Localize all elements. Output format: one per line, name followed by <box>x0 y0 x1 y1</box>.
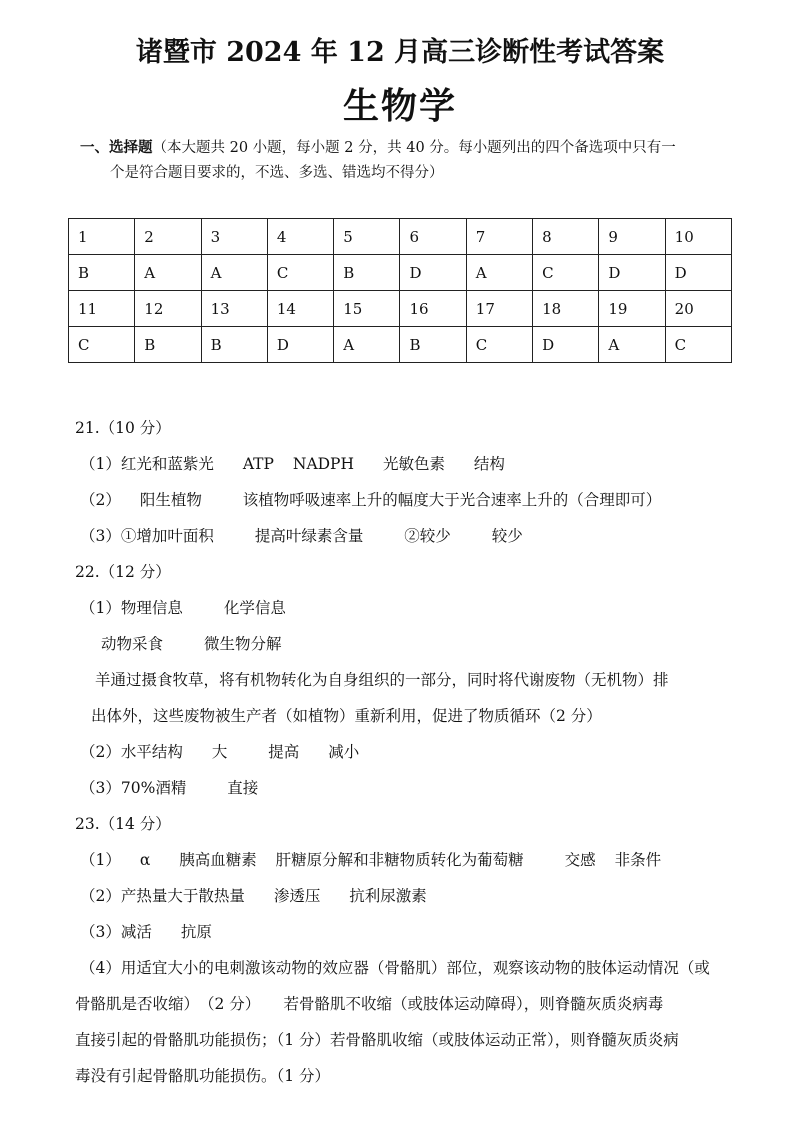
q23-p1-e: 交感 <box>564 851 596 869</box>
question-22-heading: 22.（12 分） <box>75 563 171 581</box>
q21-part-1 <box>80 446 735 482</box>
q21-p2-c: 该植物呼吸速率上升的幅度大于光合速率上升的（合理即可） <box>242 491 662 509</box>
q21-p3-a: （3）①增加叶面积 <box>80 527 214 545</box>
q23-p1-a: （1） <box>80 851 121 869</box>
q22-p2-c: 提高 <box>268 743 300 761</box>
answer-table-cell: B <box>69 255 135 291</box>
q21-p1-a: （1）红光和蓝紫光 <box>80 455 214 473</box>
answer-table-cell: D <box>599 255 665 291</box>
q23-part-3 <box>80 914 735 950</box>
section-multiple-choice-heading <box>80 135 740 186</box>
q23-p1-c: 胰高血糖素 <box>179 851 257 869</box>
answer-table-number-row <box>69 219 732 255</box>
answer-table-cell: 10 <box>665 219 731 255</box>
q23-p1-b: α <box>139 851 151 869</box>
q23-p2-b: 渗透压 <box>273 887 321 905</box>
answer-table-cell: 18 <box>533 291 599 327</box>
answer-table-cell: A <box>466 255 532 291</box>
answer-table-cell: 8 <box>533 219 599 255</box>
answer-table-cell: D <box>665 255 731 291</box>
q21-p1-b: ATP <box>242 455 274 473</box>
answer-table-cell: C <box>267 255 333 291</box>
q23-p3-a: （3）减活 <box>80 923 152 941</box>
q22-p3-a: （3）70%酒精 <box>80 779 187 797</box>
answer-table-cell: 20 <box>665 291 731 327</box>
answer-table-cell: 6 <box>400 219 466 255</box>
answer-table-answer-row <box>69 255 732 291</box>
q23-part-4-line-1: （4）用适宜大小的电刺激该动物的效应器（骨骼肌）部位，观察该动物的肢体运动情况（或 <box>80 959 710 977</box>
q21-part-2 <box>80 482 735 518</box>
answer-table-cell: 13 <box>201 291 267 327</box>
q22-p2-a: （2）水平结构 <box>80 743 183 761</box>
q23-p1-d: 肝糖原分解和非糖物质转化为葡萄糖 <box>275 851 524 869</box>
q22-part-2 <box>80 734 735 770</box>
q22-p1r2-b: 微生物分解 <box>203 635 282 653</box>
q23-p3-b: 抗原 <box>180 923 212 941</box>
q23-p2-a: （2）产热量大于散热量 <box>80 887 245 905</box>
q22-part-1-row-2 <box>101 626 735 662</box>
q23-part-4-line-2: 骨骼肌是否收缩） （2 分） 若骨骼肌不收缩（或肢体运动障碍），则脊髓灰质炎病毒 <box>75 995 664 1013</box>
answer-table-cell: A <box>334 327 400 363</box>
answer-table-cell: 1 <box>69 219 135 255</box>
answer-table-cell: 5 <box>334 219 400 255</box>
answer-table-number-row <box>69 291 732 327</box>
q21-p3-d: 较少 <box>491 527 523 545</box>
q23-p2-c: 抗利尿激素 <box>349 887 427 905</box>
answer-table-cell: 7 <box>466 219 532 255</box>
question-21-heading: 21.（10 分） <box>75 419 171 437</box>
answer-table <box>68 218 732 363</box>
q23-part-2 <box>80 878 735 914</box>
q22-explanation-line-1: 羊通过摄食牧草，将有机物转化为自身组织的一部分，同时将代谢废物（无机物）排 <box>95 671 669 689</box>
answer-table-cell: D <box>533 327 599 363</box>
answer-table-cell: D <box>267 327 333 363</box>
question-23-heading: 23.（14 分） <box>75 815 171 833</box>
answer-table-cell: 9 <box>599 219 665 255</box>
q22-part-1 <box>80 590 735 626</box>
q22-p1r2-a: 动物采食 <box>101 635 164 653</box>
q21-p1-d: 光敏色素 <box>382 455 445 473</box>
q21-part-3 <box>80 518 735 554</box>
answer-table-cell: A <box>599 327 665 363</box>
subject-title: 生物学 <box>342 85 457 127</box>
answer-table-cell: 4 <box>267 219 333 255</box>
q22-p2-d: 减小 <box>328 743 360 761</box>
q21-p3-b: 提高叶绿素含量 <box>254 527 364 545</box>
q21-p1-c: NADPH <box>292 455 355 473</box>
answer-table-cell: 3 <box>201 219 267 255</box>
q21-p2-a: （2） <box>80 491 121 509</box>
section-label: 一、选择题 <box>80 139 153 156</box>
q22-p1-b: 化学信息 <box>223 599 286 617</box>
q23-part-1 <box>80 842 735 878</box>
q22-p2-b: 大 <box>211 743 228 761</box>
q22-p3-b: 直接 <box>227 779 259 797</box>
section-description-line-1: （本大题共 20 小题，每小题 2 分，共 40 分。每小题列出的四个备选项中只有一 <box>152 140 676 156</box>
page-title: 诸暨市 2024 年 12 月高三诊断性考试答案 <box>135 37 665 68</box>
answer-table-cell: B <box>334 255 400 291</box>
answer-table-cell: 11 <box>69 291 135 327</box>
answer-table-cell: 16 <box>400 291 466 327</box>
answer-table-cell: 12 <box>135 291 201 327</box>
q23-part-4-line-3: 直接引起的骨骼肌功能损伤；（1 分）若骨骼肌收缩（或肢体运动正常），则脊髓灰质炎病 <box>75 1031 679 1049</box>
answers-body <box>75 410 735 1094</box>
answer-table-cell: 2 <box>135 219 201 255</box>
answer-table-cell: C <box>533 255 599 291</box>
answer-table-cell: B <box>135 327 201 363</box>
answer-table-cell: C <box>69 327 135 363</box>
q23-p1-f: 非条件 <box>614 851 662 869</box>
q22-explanation-line-2: 出体外，这些废物被生产者（如植物）重新利用，促进了物质循环（2 分） <box>91 707 602 725</box>
answer-table-cell: 14 <box>267 291 333 327</box>
answer-table-cell: 15 <box>334 291 400 327</box>
section-description-line-2: 个是符合题目要求的，不选、多选、错选均不得分） <box>110 165 444 181</box>
answer-table-cell: D <box>400 255 466 291</box>
answer-table-cell: C <box>665 327 731 363</box>
q22-part-3 <box>80 770 735 806</box>
answer-table-cell: C <box>466 327 532 363</box>
answer-table-cell: B <box>400 327 466 363</box>
answer-table-cell: A <box>201 255 267 291</box>
answer-table-cell: A <box>135 255 201 291</box>
q21-p1-e: 结构 <box>473 455 505 473</box>
q21-p2-b: 阳生植物 <box>139 491 202 509</box>
q22-p1-a: （1）物理信息 <box>80 599 183 617</box>
answer-table-answer-row <box>69 327 732 363</box>
q23-part-4-line-4: 毒没有引起骨骼肌功能损伤。（1 分） <box>75 1067 331 1085</box>
answer-table-cell: 19 <box>599 291 665 327</box>
q21-p3-c: ②较少 <box>404 527 451 545</box>
answer-table-cell: B <box>201 327 267 363</box>
answer-table-cell: 17 <box>466 291 532 327</box>
